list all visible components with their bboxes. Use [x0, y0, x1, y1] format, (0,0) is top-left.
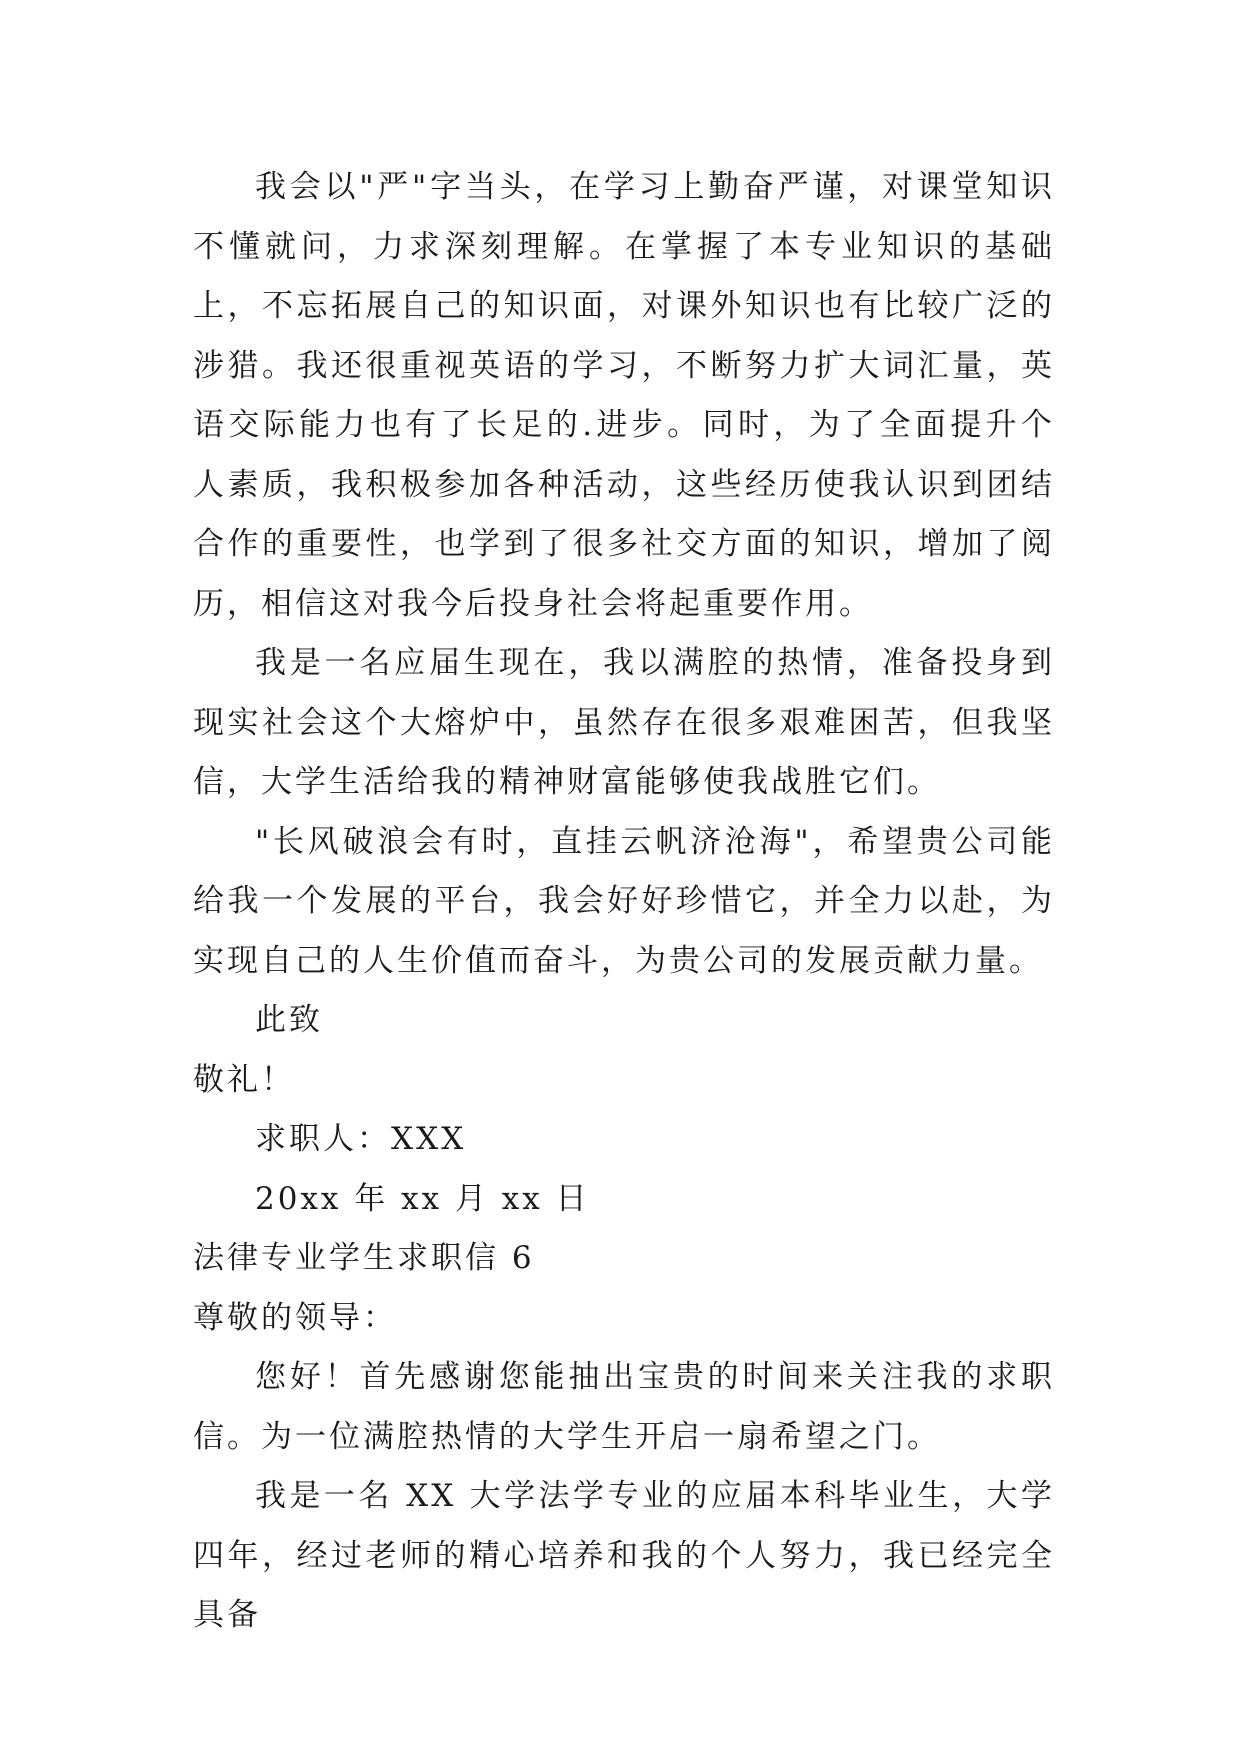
letter-body: [193, 158, 1055, 1646]
closing-line: 此致: [255, 1002, 323, 1038]
salute-line: 敬礼！: [193, 1061, 295, 1098]
paragraph-introduction: 我是一名 XX 大学法学专业的应届本科毕业生，大学四年，经过老师的精心培养和我的个人努力，我已经完全具备: [193, 1478, 1055, 1633]
signature-line: 求职人：XXX: [255, 1121, 467, 1157]
paragraph-platform: "长风破浪会有时，直挂云帆济沧海"，希望贵公司能给我一个发展的平台，我会好好珍惜它，并全力以赴，为实现自己的人生价值而奋斗，为贵公司的发展贡献力量。: [193, 823, 1055, 979]
date-line: 20xx 年 xx 月 xx 日: [255, 1180, 590, 1217]
paragraph-thanks: 您好！首先感谢您能抽出宝贵的时间来关注我的求职信。为一位满腔热情的大学生开启一扇希望之门。: [193, 1359, 1055, 1455]
paragraph-graduate: 我是一名应届生现在，我以满腔的热情，准备投身到现实社会这个大熔炉中，虽然存在很多艰难困苦，但我坚信，大学生活给我的精神财富能够使我战胜它们。: [193, 645, 1055, 800]
greeting-line: 尊敬的领导：: [193, 1299, 397, 1336]
section-heading: 法律专业学生求职信 6: [193, 1240, 535, 1276]
paragraph-study: 我会以"严"字当头，在学习上勤奋严谨，对课堂知识不懂就问，力求深刻理解。在掌握了本专业知识的基础上，不忘拓展自己的知识面，对课外知识也有比较广泛的涉猎。我还很重视英语的学习，不断努力扩大词汇量，英语交际能力也有了长足的.进步。同时，为了全面提升个人素质，我积极参加各种活动，这些经历使我认识到团结合作的重要性，也学到了很多社交方面的知识，增加了阅历，相信这对我今后投身社会将起重要作用。: [193, 169, 1055, 622]
